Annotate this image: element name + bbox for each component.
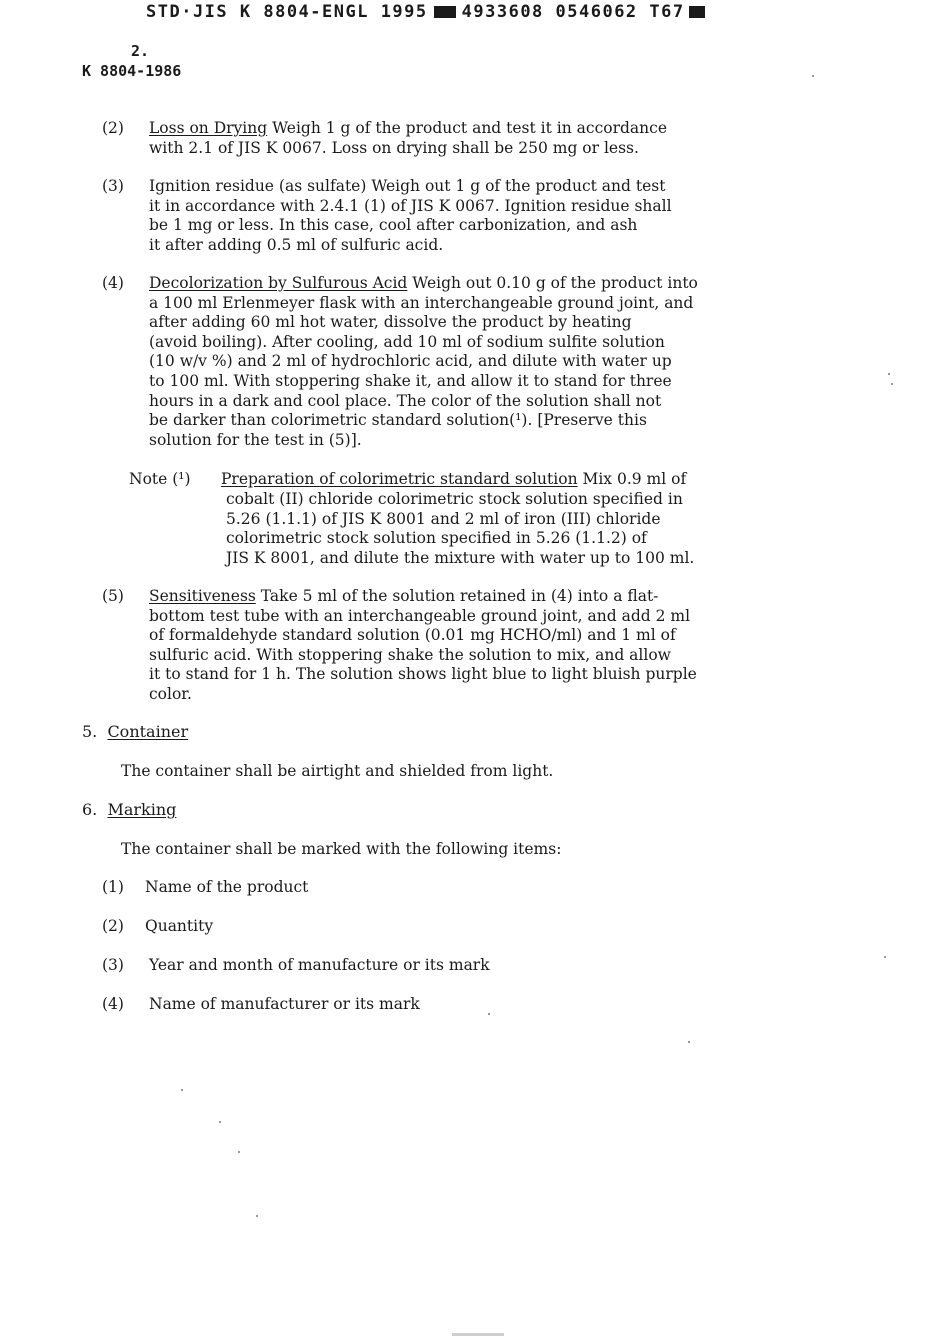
scan-code-left: STD·JIS K 8804-ENGL 1995 xyxy=(146,2,428,22)
item-line: of formaldehyde standard solution (0.01 mg HCHO/ml) and 1 ml of xyxy=(149,626,676,645)
standard-number: K 8804-1986 xyxy=(82,62,182,80)
item-title: Decolorization by Sulfurous Acid xyxy=(149,274,408,292)
item-body: Weigh 1 g of the product and test it in accordance xyxy=(267,119,667,137)
item-line: after adding 60 ml hot water, dissolve the product by heating xyxy=(149,313,632,332)
note-label: Note (¹) xyxy=(129,470,191,488)
item-title: Sensitiveness xyxy=(149,587,256,605)
item-text xyxy=(149,587,697,705)
item-line: it in accordance with 2.4.1 (1) of JIS K 0067. Ignition residue shall xyxy=(149,196,672,215)
section-heading xyxy=(82,800,176,820)
item-text xyxy=(149,274,698,450)
note-line: 5.26 (1.1.1) of JIS K 8001 and 2 ml of iron (III) chloride xyxy=(226,509,661,528)
item-number: (4) xyxy=(102,274,124,292)
item-text xyxy=(149,177,672,255)
scan-speck xyxy=(181,1089,183,1091)
scan-code-header xyxy=(146,2,705,22)
note-line: cobalt (II) chloride colorimetric stock solution specified in xyxy=(226,490,683,508)
scan-speck xyxy=(256,1215,258,1217)
list-item: Quantity xyxy=(145,917,214,935)
scan-artifact xyxy=(452,1333,504,1336)
item-number: (5) xyxy=(102,587,124,605)
item-body: Take 5 ml of the solution retained in (4) into a flat- xyxy=(255,587,659,605)
item-line: a 100 ml Erlenmeyer flask with an interchangeable ground joint, and xyxy=(149,293,694,312)
item-body: Weigh out 0.10 g of the product into xyxy=(407,274,698,292)
redaction-block xyxy=(689,6,705,18)
item-line: (10 w/v %) and 2 ml of hydrochloric acid, and dilute with water up xyxy=(149,352,672,371)
item-number: (3) xyxy=(102,177,124,195)
item-line: it after adding 0.5 ml of sulfuric acid. xyxy=(149,235,444,254)
note-title: Preparation of colorimetric standard solution xyxy=(221,470,578,488)
list-item: Year and month of manufacture or its mark xyxy=(149,956,490,974)
item-line: to 100 ml. With stoppering shake it, and allow it to stand for three xyxy=(149,371,672,390)
note-line: JIS K 8001, and dilute the mixture with water up to 100 ml. xyxy=(226,548,695,567)
item-number: (2) xyxy=(102,119,124,137)
item-line: be darker than colorimetric standard solution(¹). [Preserve this xyxy=(149,411,647,430)
scan-speck xyxy=(888,373,890,375)
item-line: with 2.1 of JIS K 0067. Loss on drying shall be 250 mg or less. xyxy=(149,138,639,157)
section-title: Marking xyxy=(107,800,177,819)
item-line: Ignition residue (as sulfate) Weigh out 1 g of the product and test xyxy=(149,177,666,195)
item-line: solution for the test in (5)]. xyxy=(149,430,362,449)
section-number: 5. xyxy=(82,722,98,741)
item-number: (1) xyxy=(102,878,124,896)
item-line: color. xyxy=(149,684,192,703)
page-number: 2. xyxy=(131,42,150,60)
scan-speck xyxy=(488,1013,490,1015)
item-title: Loss on Drying xyxy=(149,119,268,137)
redaction-block xyxy=(434,6,456,18)
section-heading xyxy=(82,722,188,742)
section-number: 6. xyxy=(82,800,98,819)
scan-speck xyxy=(688,1041,690,1043)
scan-code-right: 4933608 0546062 T67 xyxy=(461,2,685,22)
item-line: hours in a dark and cool place. The color of the solution shall not xyxy=(149,391,662,410)
list-item: Name of the product xyxy=(145,878,309,896)
scan-speck xyxy=(238,1151,240,1153)
item-line: be 1 mg or less. In this case, cool after carbonization, and ash xyxy=(149,216,638,235)
scan-speck xyxy=(884,956,886,958)
item-line: sulfuric acid. With stoppering shake the solution to mix, and allow xyxy=(149,645,671,664)
scan-speck xyxy=(891,383,893,385)
section-intro: The container shall be marked with the following items: xyxy=(121,840,562,858)
note-line: colorimetric stock solution specified in 5.26 (1.1.2) of xyxy=(226,529,647,548)
item-number: (3) xyxy=(102,956,124,974)
item-text xyxy=(149,119,667,158)
item-line: (avoid boiling). After cooling, add 10 ml of sodium sulfite solution xyxy=(149,332,665,351)
note-text xyxy=(221,470,686,490)
note-continuation xyxy=(226,490,694,568)
item-line: bottom test tube with an interchangeable ground joint, and add 2 ml xyxy=(149,606,691,625)
note-body: Mix 0.9 ml of xyxy=(577,470,687,488)
list-item: Name of manufacturer or its mark xyxy=(149,995,420,1013)
item-number: (2) xyxy=(102,917,124,935)
section-text: The container shall be airtight and shielded from light. xyxy=(121,762,554,780)
section-title: Container xyxy=(107,722,189,741)
scan-speck xyxy=(812,75,814,77)
item-number: (4) xyxy=(102,995,124,1013)
scan-speck xyxy=(219,1121,221,1123)
item-line: it to stand for 1 h. The solution shows light blue to light bluish purple xyxy=(149,665,697,684)
